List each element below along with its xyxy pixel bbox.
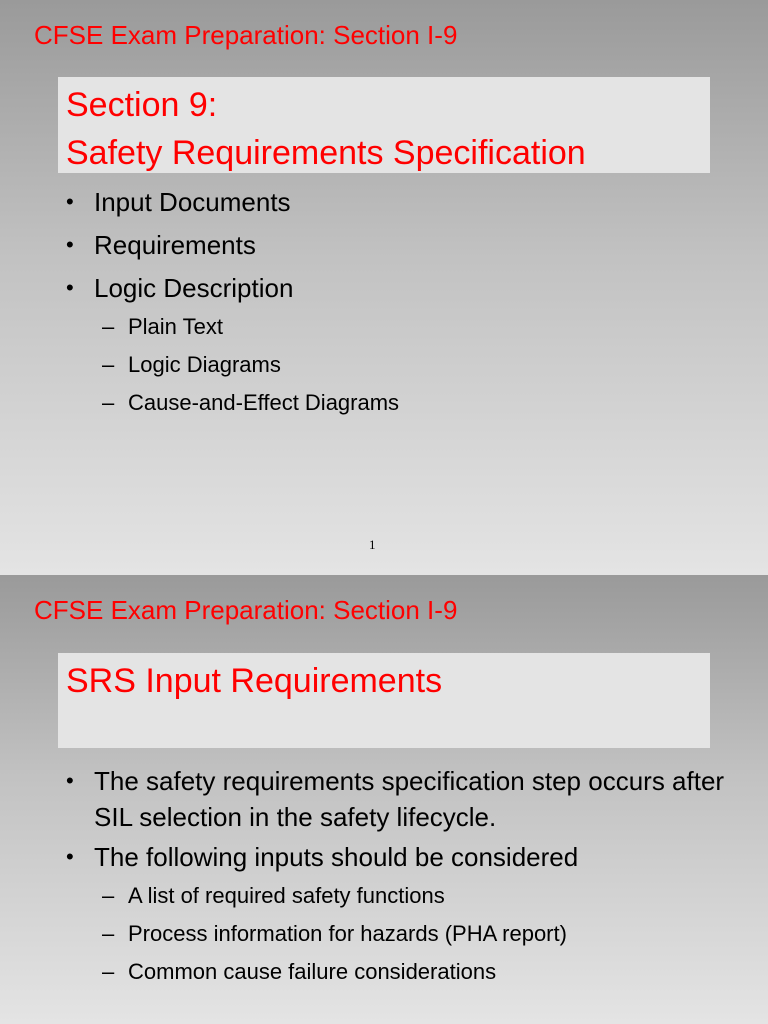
- sub-bullet-text: Common cause failure considerations: [128, 959, 497, 984]
- bullet-marker: •: [66, 768, 74, 793]
- bullet-text: Logic Description: [94, 273, 294, 303]
- bullet-list: [66, 763, 746, 995]
- dash-marker: –: [102, 314, 115, 339]
- sub-bullet-list: [66, 308, 746, 422]
- sub-bullet-item: [66, 384, 746, 422]
- bullet-text: Requirements: [94, 230, 256, 260]
- bullet-item: [66, 839, 746, 991]
- sub-bullet-list: [66, 877, 746, 991]
- bullet-item: [66, 270, 746, 422]
- bullet-marker: •: [66, 844, 74, 869]
- page-number: 1: [369, 537, 376, 552]
- sub-bullet-text: Plain Text: [128, 314, 223, 339]
- slide-title-line-1: Section 9:: [66, 86, 218, 124]
- slide-header: CFSE Exam Preparation: Section I-9: [34, 595, 458, 625]
- bullet-item: [66, 184, 746, 220]
- sub-bullet-text: Process information for hazards (PHA report): [128, 921, 567, 946]
- bullet-list: [66, 184, 746, 429]
- slide-title-line-2: Safety Requirements Specification: [66, 134, 586, 172]
- bullet-text: The following inputs should be considered: [94, 842, 579, 872]
- bullet-text: The safety requirements specification step occurs after SIL selection in the safety lifecycle.: [94, 766, 725, 832]
- bullet-item: [66, 227, 746, 263]
- bullet-marker: •: [66, 189, 74, 214]
- dash-marker: –: [102, 352, 115, 377]
- bullet-item: [66, 763, 746, 835]
- dash-marker: –: [102, 921, 115, 946]
- sub-bullet-item: [66, 953, 746, 991]
- sub-bullet-text: A list of required safety functions: [128, 883, 445, 908]
- dash-marker: –: [102, 390, 115, 415]
- bullet-marker: •: [66, 275, 74, 300]
- sub-bullet-item: [66, 346, 746, 384]
- sub-bullet-item: [66, 877, 746, 915]
- bullet-marker: •: [66, 232, 74, 257]
- slide-2: [0, 575, 768, 1024]
- sub-bullet-text: Cause-and-Effect Diagrams: [128, 390, 400, 415]
- sub-bullet-item: [66, 915, 746, 953]
- slide-header: CFSE Exam Preparation: Section I-9: [34, 20, 458, 50]
- bullet-text: Input Documents: [94, 187, 291, 217]
- slide-title-line-1: SRS Input Requirements: [66, 662, 443, 700]
- sub-bullet-text: Logic Diagrams: [128, 352, 281, 377]
- dash-marker: –: [102, 883, 115, 908]
- dash-marker: –: [102, 959, 115, 984]
- slide-title-box: [58, 77, 710, 173]
- slide-title-box: [58, 653, 710, 748]
- sub-bullet-item: [66, 308, 746, 346]
